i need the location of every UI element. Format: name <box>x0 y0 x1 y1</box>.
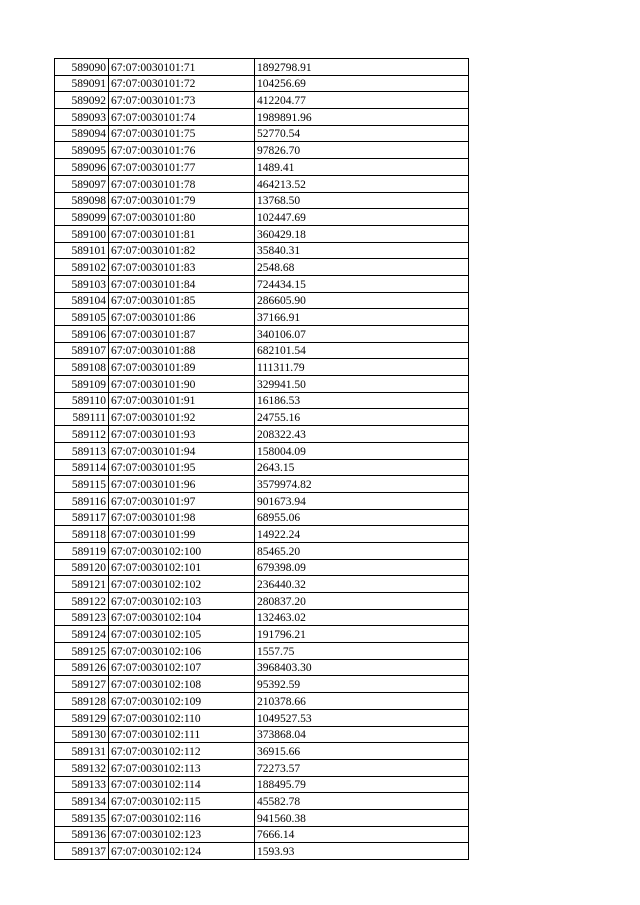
cadastral-number-cell: 67:07:0030101:82 <box>109 242 255 259</box>
row-number-cell: 589125 <box>55 643 109 660</box>
row-number-cell: 589112 <box>55 426 109 443</box>
amount-cell: 36915.66 <box>255 743 469 760</box>
row-number-cell: 589094 <box>55 125 109 142</box>
amount-cell: 340106.07 <box>255 326 469 343</box>
row-number-cell: 589115 <box>55 476 109 493</box>
table-row <box>55 292 469 309</box>
amount-cell: 37166.91 <box>255 309 469 326</box>
table-row <box>55 92 469 109</box>
amount-cell: 14922.24 <box>255 526 469 543</box>
cadastral-number-cell: 67:07:0030101:96 <box>109 476 255 493</box>
table-row <box>55 643 469 660</box>
cadastral-number-cell: 67:07:0030101:81 <box>109 225 255 242</box>
table-row <box>55 726 469 743</box>
cadastral-number-cell: 67:07:0030102:102 <box>109 576 255 593</box>
cadastral-number-cell: 67:07:0030101:76 <box>109 142 255 159</box>
cadastral-number-cell: 67:07:0030101:93 <box>109 426 255 443</box>
table-row <box>55 509 469 526</box>
row-number-cell: 589113 <box>55 442 109 459</box>
amount-cell: 360429.18 <box>255 225 469 242</box>
amount-cell: 2643.15 <box>255 459 469 476</box>
row-number-cell: 589091 <box>55 75 109 92</box>
table-row <box>55 275 469 292</box>
table-row <box>55 109 469 126</box>
row-number-cell: 589119 <box>55 542 109 559</box>
cadastral-number-cell: 67:07:0030101:73 <box>109 92 255 109</box>
cadastral-number-cell: 67:07:0030101:75 <box>109 125 255 142</box>
amount-cell: 280837.20 <box>255 593 469 610</box>
table-row <box>55 192 469 209</box>
table-row <box>55 492 469 509</box>
row-number-cell: 589128 <box>55 693 109 710</box>
amount-cell: 901673.94 <box>255 492 469 509</box>
cadastral-number-cell: 67:07:0030102:107 <box>109 659 255 676</box>
table-row <box>55 676 469 693</box>
row-number-cell: 589135 <box>55 809 109 826</box>
row-number-cell: 589100 <box>55 225 109 242</box>
row-number-cell: 589117 <box>55 509 109 526</box>
cadastral-number-cell: 67:07:0030101:77 <box>109 159 255 176</box>
cadastral-number-cell: 67:07:0030101:87 <box>109 326 255 343</box>
cadastral-number-cell: 67:07:0030102:112 <box>109 743 255 760</box>
amount-cell: 412204.77 <box>255 92 469 109</box>
amount-cell: 68955.06 <box>255 509 469 526</box>
amount-cell: 210378.66 <box>255 693 469 710</box>
table-row <box>55 359 469 376</box>
row-number-cell: 589101 <box>55 242 109 259</box>
table-row <box>55 659 469 676</box>
table-body <box>55 59 469 860</box>
amount-cell: 3968403.30 <box>255 659 469 676</box>
amount-cell: 97826.70 <box>255 142 469 159</box>
cadastral-number-cell: 67:07:0030101:91 <box>109 392 255 409</box>
row-number-cell: 589109 <box>55 376 109 393</box>
amount-cell: 208322.43 <box>255 426 469 443</box>
cadastral-number-cell: 67:07:0030101:72 <box>109 75 255 92</box>
row-number-cell: 589127 <box>55 676 109 693</box>
table-row <box>55 342 469 359</box>
row-number-cell: 589123 <box>55 609 109 626</box>
cadastral-number-cell: 67:07:0030101:85 <box>109 292 255 309</box>
amount-cell: 72273.57 <box>255 759 469 776</box>
cadastral-number-cell: 67:07:0030101:78 <box>109 175 255 192</box>
amount-cell: 191796.21 <box>255 626 469 643</box>
table-row <box>55 693 469 710</box>
table-row <box>55 576 469 593</box>
cadastral-number-cell: 67:07:0030102:115 <box>109 793 255 810</box>
amount-cell: 1892798.91 <box>255 59 469 76</box>
amount-cell: 679398.09 <box>255 559 469 576</box>
table-row <box>55 409 469 426</box>
cadastral-number-cell: 67:07:0030101:99 <box>109 526 255 543</box>
row-number-cell: 589090 <box>55 59 109 76</box>
table-row <box>55 392 469 409</box>
amount-cell: 104256.69 <box>255 75 469 92</box>
row-number-cell: 589134 <box>55 793 109 810</box>
row-number-cell: 589132 <box>55 759 109 776</box>
cadastral-number-cell: 67:07:0030102:114 <box>109 776 255 793</box>
cadastral-number-cell: 67:07:0030102:124 <box>109 843 255 860</box>
row-number-cell: 589118 <box>55 526 109 543</box>
amount-cell: 158004.09 <box>255 442 469 459</box>
amount-cell: 132463.02 <box>255 609 469 626</box>
table-row <box>55 259 469 276</box>
row-number-cell: 589124 <box>55 626 109 643</box>
row-number-cell: 589106 <box>55 326 109 343</box>
row-number-cell: 589116 <box>55 492 109 509</box>
cadastral-number-cell: 67:07:0030101:89 <box>109 359 255 376</box>
row-number-cell: 589121 <box>55 576 109 593</box>
amount-cell: 1989891.96 <box>255 109 469 126</box>
cadastral-number-cell: 67:07:0030101:86 <box>109 309 255 326</box>
amount-cell: 24755.16 <box>255 409 469 426</box>
table-row <box>55 242 469 259</box>
row-number-cell: 589120 <box>55 559 109 576</box>
table-row <box>55 75 469 92</box>
row-number-cell: 589108 <box>55 359 109 376</box>
amount-cell: 188495.79 <box>255 776 469 793</box>
cadastral-number-cell: 67:07:0030102:104 <box>109 609 255 626</box>
table-row <box>55 809 469 826</box>
row-number-cell: 589104 <box>55 292 109 309</box>
cadastral-number-cell: 67:07:0030101:80 <box>109 209 255 226</box>
table-row <box>55 309 469 326</box>
table-row <box>55 743 469 760</box>
table-row <box>55 759 469 776</box>
amount-cell: 45582.78 <box>255 793 469 810</box>
table-row <box>55 426 469 443</box>
cadastral-number-cell: 67:07:0030101:79 <box>109 192 255 209</box>
row-number-cell: 589111 <box>55 409 109 426</box>
table-row <box>55 593 469 610</box>
amount-cell: 1489.41 <box>255 159 469 176</box>
table-row <box>55 526 469 543</box>
row-number-cell: 589126 <box>55 659 109 676</box>
amount-cell: 13768.50 <box>255 192 469 209</box>
cadastral-number-cell: 67:07:0030102:108 <box>109 676 255 693</box>
data-table <box>54 58 469 860</box>
row-number-cell: 589103 <box>55 275 109 292</box>
cadastral-number-cell: 67:07:0030102:109 <box>109 693 255 710</box>
table-row <box>55 175 469 192</box>
table-row <box>55 376 469 393</box>
table-row <box>55 142 469 159</box>
amount-cell: 95392.59 <box>255 676 469 693</box>
amount-cell: 3579974.82 <box>255 476 469 493</box>
cadastral-number-cell: 67:07:0030102:105 <box>109 626 255 643</box>
cadastral-number-cell: 67:07:0030102:110 <box>109 709 255 726</box>
cadastral-number-cell: 67:07:0030102:106 <box>109 643 255 660</box>
table-row <box>55 709 469 726</box>
cadastral-number-cell: 67:07:0030102:111 <box>109 726 255 743</box>
amount-cell: 286605.90 <box>255 292 469 309</box>
table-row <box>55 559 469 576</box>
table-row <box>55 125 469 142</box>
row-number-cell: 589114 <box>55 459 109 476</box>
row-number-cell: 589096 <box>55 159 109 176</box>
table-row <box>55 209 469 226</box>
table-row <box>55 476 469 493</box>
table-row <box>55 542 469 559</box>
cadastral-number-cell: 67:07:0030101:95 <box>109 459 255 476</box>
row-number-cell: 589130 <box>55 726 109 743</box>
amount-cell: 102447.69 <box>255 209 469 226</box>
table-row <box>55 326 469 343</box>
row-number-cell: 589131 <box>55 743 109 760</box>
cadastral-number-cell: 67:07:0030101:71 <box>109 59 255 76</box>
amount-cell: 1593.93 <box>255 843 469 860</box>
table-row <box>55 826 469 843</box>
amount-cell: 682101.54 <box>255 342 469 359</box>
cadastral-number-cell: 67:07:0030101:83 <box>109 259 255 276</box>
table-row <box>55 609 469 626</box>
amount-cell: 52770.54 <box>255 125 469 142</box>
row-number-cell: 589110 <box>55 392 109 409</box>
cadastral-number-cell: 67:07:0030102:101 <box>109 559 255 576</box>
amount-cell: 724434.15 <box>255 275 469 292</box>
amount-cell: 85465.20 <box>255 542 469 559</box>
cadastral-number-cell: 67:07:0030101:92 <box>109 409 255 426</box>
table-row <box>55 159 469 176</box>
row-number-cell: 589102 <box>55 259 109 276</box>
row-number-cell: 589136 <box>55 826 109 843</box>
amount-cell: 2548.68 <box>255 259 469 276</box>
table-row <box>55 59 469 76</box>
row-number-cell: 589098 <box>55 192 109 209</box>
table-row <box>55 793 469 810</box>
cadastral-number-cell: 67:07:0030101:98 <box>109 509 255 526</box>
table-row <box>55 459 469 476</box>
cadastral-number-cell: 67:07:0030101:97 <box>109 492 255 509</box>
cadastral-number-cell: 67:07:0030101:74 <box>109 109 255 126</box>
amount-cell: 1049527.53 <box>255 709 469 726</box>
amount-cell: 7666.14 <box>255 826 469 843</box>
table-row <box>55 442 469 459</box>
table-row <box>55 626 469 643</box>
cadastral-number-cell: 67:07:0030102:100 <box>109 542 255 559</box>
row-number-cell: 589122 <box>55 593 109 610</box>
cadastral-number-cell: 67:07:0030101:88 <box>109 342 255 359</box>
amount-cell: 111311.79 <box>255 359 469 376</box>
row-number-cell: 589099 <box>55 209 109 226</box>
row-number-cell: 589137 <box>55 843 109 860</box>
amount-cell: 373868.04 <box>255 726 469 743</box>
table-row <box>55 225 469 242</box>
table-row <box>55 843 469 860</box>
row-number-cell: 589107 <box>55 342 109 359</box>
cadastral-number-cell: 67:07:0030102:116 <box>109 809 255 826</box>
amount-cell: 329941.50 <box>255 376 469 393</box>
table-row <box>55 776 469 793</box>
cadastral-number-cell: 67:07:0030102:123 <box>109 826 255 843</box>
amount-cell: 236440.32 <box>255 576 469 593</box>
cadastral-number-cell: 67:07:0030101:94 <box>109 442 255 459</box>
amount-cell: 16186.53 <box>255 392 469 409</box>
row-number-cell: 589105 <box>55 309 109 326</box>
row-number-cell: 589133 <box>55 776 109 793</box>
cadastral-number-cell: 67:07:0030102:113 <box>109 759 255 776</box>
amount-cell: 941560.38 <box>255 809 469 826</box>
row-number-cell: 589129 <box>55 709 109 726</box>
amount-cell: 1557.75 <box>255 643 469 660</box>
row-number-cell: 589095 <box>55 142 109 159</box>
cadastral-number-cell: 67:07:0030101:84 <box>109 275 255 292</box>
row-number-cell: 589093 <box>55 109 109 126</box>
row-number-cell: 589097 <box>55 175 109 192</box>
row-number-cell: 589092 <box>55 92 109 109</box>
amount-cell: 35840.31 <box>255 242 469 259</box>
cadastral-number-cell: 67:07:0030102:103 <box>109 593 255 610</box>
cadastral-number-cell: 67:07:0030101:90 <box>109 376 255 393</box>
amount-cell: 464213.52 <box>255 175 469 192</box>
